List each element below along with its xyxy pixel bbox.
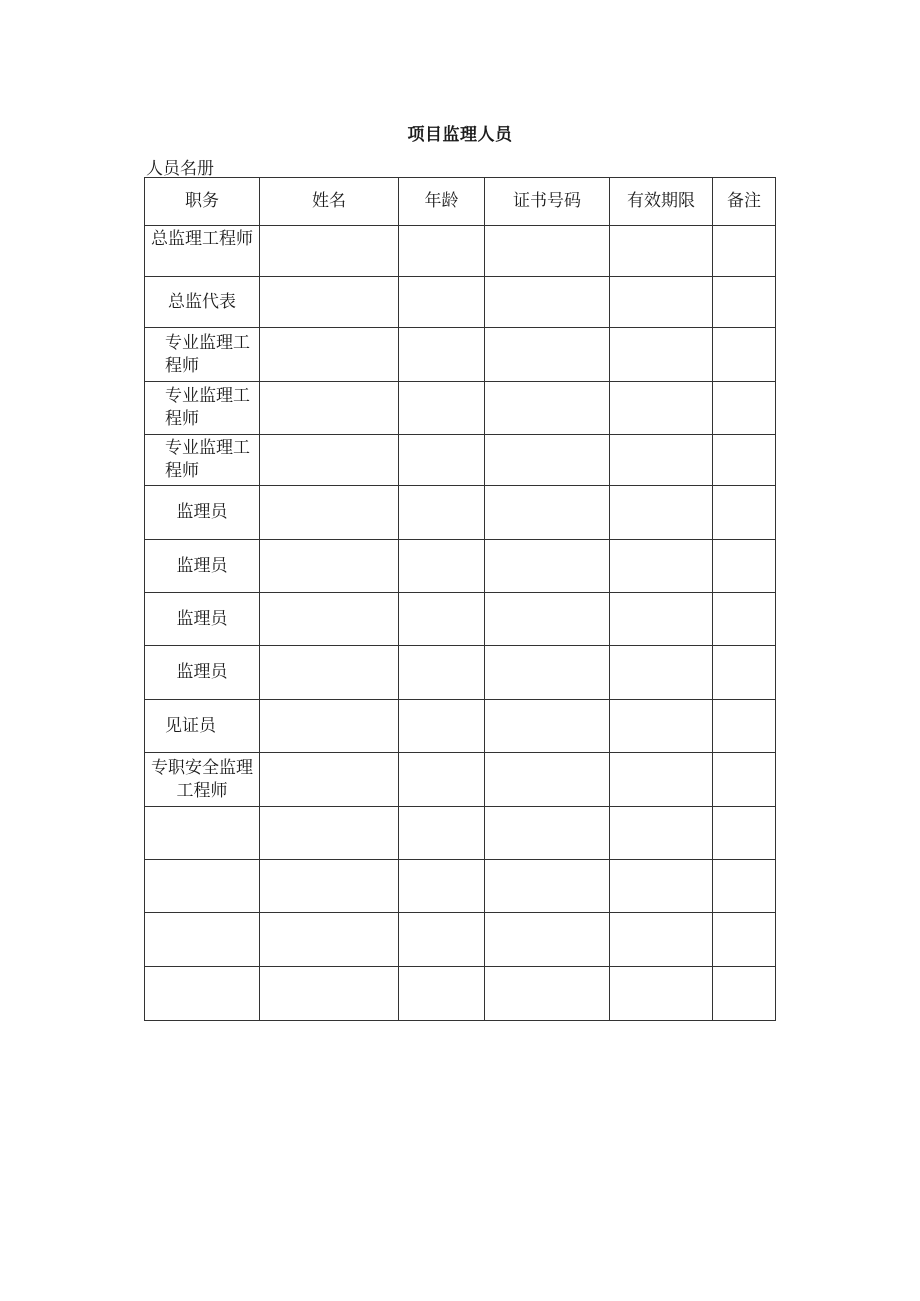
cell-remark — [713, 646, 776, 700]
cell-age — [399, 753, 485, 807]
cell-cert-no — [485, 277, 610, 328]
cell-age — [399, 807, 485, 860]
cell-remark — [713, 593, 776, 646]
cell-position: 专业监理工程师 — [145, 328, 260, 382]
cell-cert-no — [485, 646, 610, 700]
cell-cert-no — [485, 860, 610, 913]
cell-remark — [713, 700, 776, 753]
cell-cert-no — [485, 700, 610, 753]
cell-remark — [713, 435, 776, 486]
cell-position: 总监代表 — [145, 277, 260, 328]
cell-cert-no — [485, 807, 610, 860]
document-title: 项目监理人员 — [407, 125, 513, 145]
cell-validity — [610, 646, 713, 700]
cell-position: 监理员 — [145, 646, 260, 700]
cell-remark — [713, 753, 776, 807]
cell-validity — [610, 967, 713, 1021]
cell-position: 见证员 — [145, 700, 260, 753]
header-age: 年龄 — [399, 178, 485, 226]
cell-age — [399, 913, 485, 967]
cell-age — [399, 967, 485, 1021]
cell-age — [399, 593, 485, 646]
cell-remark — [713, 382, 776, 435]
cell-validity — [610, 593, 713, 646]
cell-age — [399, 540, 485, 593]
cell-remark — [713, 486, 776, 540]
document-subtitle: 人员名册 — [146, 159, 214, 179]
cell-age — [399, 646, 485, 700]
cell-age — [399, 860, 485, 913]
cell-name — [260, 753, 399, 807]
table-row — [145, 328, 776, 382]
table-row — [145, 967, 776, 1021]
cell-age — [399, 700, 485, 753]
cell-position: 专业监理工程师 — [145, 435, 260, 486]
table-row — [145, 860, 776, 913]
cell-validity — [610, 226, 713, 277]
cell-validity — [610, 860, 713, 913]
cell-name — [260, 382, 399, 435]
cell-position: 监理员 — [145, 486, 260, 540]
cell-age — [399, 382, 485, 435]
cell-name — [260, 540, 399, 593]
cell-position — [145, 807, 260, 860]
header-remark: 备注 — [713, 178, 776, 226]
cell-name — [260, 646, 399, 700]
cell-validity — [610, 382, 713, 435]
cell-position — [145, 860, 260, 913]
table-row — [145, 435, 776, 486]
cell-name — [260, 277, 399, 328]
cell-name — [260, 807, 399, 860]
header-validity: 有效期限 — [610, 178, 713, 226]
table-row — [145, 700, 776, 753]
cell-validity — [610, 435, 713, 486]
cell-position: 监理员 — [145, 540, 260, 593]
cell-cert-no — [485, 540, 610, 593]
cell-cert-no — [485, 753, 610, 807]
cell-cert-no — [485, 435, 610, 486]
cell-age — [399, 486, 485, 540]
table-row — [145, 382, 776, 435]
table-row — [145, 646, 776, 700]
cell-cert-no — [485, 593, 610, 646]
cell-validity — [610, 540, 713, 593]
cell-cert-no — [485, 486, 610, 540]
cell-position: 总监理工程师 — [145, 226, 260, 277]
cell-remark — [713, 967, 776, 1021]
personnel-table — [144, 177, 776, 1021]
cell-cert-no — [485, 226, 610, 277]
cell-cert-no — [485, 913, 610, 967]
table-header-row — [145, 178, 776, 226]
table-body — [145, 226, 776, 1021]
table-row — [145, 540, 776, 593]
cell-name — [260, 967, 399, 1021]
cell-validity — [610, 700, 713, 753]
cell-position — [145, 967, 260, 1021]
cell-name — [260, 593, 399, 646]
cell-cert-no — [485, 967, 610, 1021]
cell-name — [260, 328, 399, 382]
cell-remark — [713, 860, 776, 913]
header-cert-no: 证书号码 — [485, 178, 610, 226]
table-row — [145, 913, 776, 967]
cell-position: 专职安全监理工程师 — [145, 753, 260, 807]
cell-remark — [713, 913, 776, 967]
cell-validity — [610, 486, 713, 540]
cell-age — [399, 226, 485, 277]
cell-validity — [610, 753, 713, 807]
header-name: 姓名 — [260, 178, 399, 226]
cell-name — [260, 226, 399, 277]
cell-age — [399, 328, 485, 382]
cell-position: 专业监理工程师 — [145, 382, 260, 435]
cell-validity — [610, 277, 713, 328]
cell-name — [260, 700, 399, 753]
cell-validity — [610, 328, 713, 382]
cell-validity — [610, 807, 713, 860]
cell-name — [260, 435, 399, 486]
cell-cert-no — [485, 328, 610, 382]
cell-validity — [610, 913, 713, 967]
table-row — [145, 226, 776, 277]
header-position: 职务 — [145, 178, 260, 226]
table-row — [145, 593, 776, 646]
cell-remark — [713, 328, 776, 382]
cell-remark — [713, 277, 776, 328]
table-row — [145, 753, 776, 807]
table-row — [145, 807, 776, 860]
cell-age — [399, 277, 485, 328]
cell-name — [260, 860, 399, 913]
cell-name — [260, 913, 399, 967]
cell-age — [399, 435, 485, 486]
table-row — [145, 277, 776, 328]
cell-position: 监理员 — [145, 593, 260, 646]
cell-remark — [713, 540, 776, 593]
cell-cert-no — [485, 382, 610, 435]
cell-remark — [713, 807, 776, 860]
cell-name — [260, 486, 399, 540]
cell-remark — [713, 226, 776, 277]
cell-position — [145, 913, 260, 967]
table-row — [145, 486, 776, 540]
